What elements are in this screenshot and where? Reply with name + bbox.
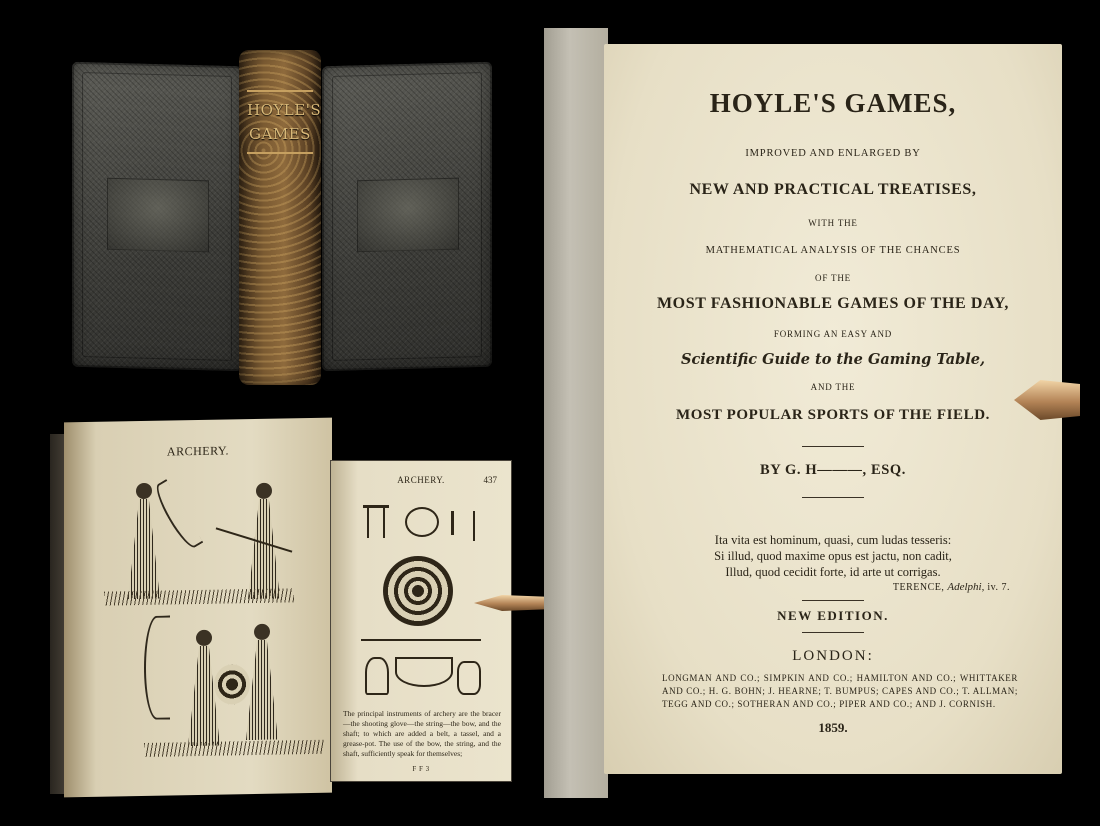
publishers-list: LONGMAN AND CO.; SIMPKIN AND CO.; HAMILTON AND CO.; WHITTAKER AND CO.; H. G. BOHN; J. HEARNE; T. BUMPUS; CAPES AND CO.; T. ALLMAN; TEGG AND CO.; SOTHERAN AND CO.; PIPER AND CO.; AND J. CORNISH. (662, 673, 1018, 709)
signature-mark: F F 3 (412, 765, 430, 773)
spine-title (247, 90, 322, 154)
archery-target-drawing (383, 556, 453, 626)
subtitle-forming: FORMING AN EASY AND (773, 329, 893, 339)
subtitle-of-the: OF THE (815, 273, 851, 283)
left-page-heading: ARCHERY. (166, 443, 230, 459)
motto-attribution (893, 581, 1010, 593)
city-line: LONDON: (792, 648, 874, 664)
shooting-glove-drawing (405, 507, 439, 537)
arrow-shaft-drawing (361, 639, 481, 641)
right-page-heading: ARCHERY. (397, 475, 445, 485)
open-book-photo (50, 420, 520, 800)
title-page-photo (544, 28, 1080, 798)
motto-line: Illud, quod cecidit forte, id arte ut corrigas. (725, 565, 941, 579)
string-drawing (451, 511, 454, 535)
divider-rule (802, 632, 864, 633)
pouch-drawing (457, 661, 481, 695)
motto-line: Si illud, quod maxime opus est jactu, non cadit, (714, 549, 952, 563)
subtitle-treatises: NEW AND PRACTICAL TREATISES, (689, 181, 977, 198)
attribution-author: TERENCE, (892, 582, 945, 593)
bracer-strap (367, 508, 369, 538)
grease-pot-drawing (395, 657, 453, 687)
left-page (64, 418, 332, 798)
subtitle-analysis: MATHEMATICAL ANALYSIS OF THE CHANCES (705, 245, 961, 256)
subtitle-sports: MOST POPULAR SPORTS OF THE FIELD. (675, 407, 991, 423)
bracer-strap (383, 508, 385, 538)
title-page (604, 44, 1062, 774)
subtitle-with-the: WITH THE (808, 218, 858, 228)
page-caption: The principal instruments of archery are the bracer—the shooting glove—the string—the bow, and the shaft; to which are added a belt, a tassel, and a grease-pot. The use of the bow, the string, and the shaft, sufficiently speak for themselves; (343, 709, 501, 758)
attribution-work: Adelphi, (947, 581, 985, 593)
publication-year: 1859. (818, 720, 848, 735)
spine-title-line-2: GAMES (249, 125, 311, 143)
card-emblem (107, 178, 209, 253)
edition-line: NEW EDITION. (777, 608, 889, 623)
attribution-reference: iv. 7. (987, 582, 1010, 593)
closed-book-photo (72, 50, 492, 385)
book-back-cover (72, 62, 242, 371)
bow-drawing (144, 615, 170, 719)
book-title: HOYLE'S GAMES, (709, 88, 957, 118)
divider-rule (802, 600, 864, 601)
book-front-cover (322, 62, 492, 371)
motto-line: Ita vita est hominum, quasi, cum ludas tesseris: (714, 533, 952, 547)
card-emblem (357, 178, 459, 253)
tassel-drawing (473, 511, 475, 541)
subtitle-guide: Scientific Guide to the Gaming Table, (680, 351, 986, 368)
subtitle-improved: IMPROVED AND ENLARGED BY (745, 148, 921, 159)
subtitle-fashionable: MOST FASHIONABLE GAMES OF THE DAY, (656, 295, 1010, 312)
belt-drawing (365, 657, 389, 695)
book-spine (239, 50, 321, 385)
ground-hatching (104, 588, 294, 605)
divider-rule (802, 497, 864, 498)
subtitle-and-the: AND THE (810, 382, 856, 392)
spine-title-line-1: HOYLE'S (247, 101, 322, 119)
author-line: BY G. H———, ESQ. (759, 462, 907, 478)
page-number: 437 (483, 475, 497, 485)
latin-motto (604, 532, 1062, 580)
divider-rule (802, 446, 864, 447)
ground-hatching (144, 740, 324, 757)
right-page (330, 460, 512, 782)
fly-leaf (544, 28, 608, 798)
